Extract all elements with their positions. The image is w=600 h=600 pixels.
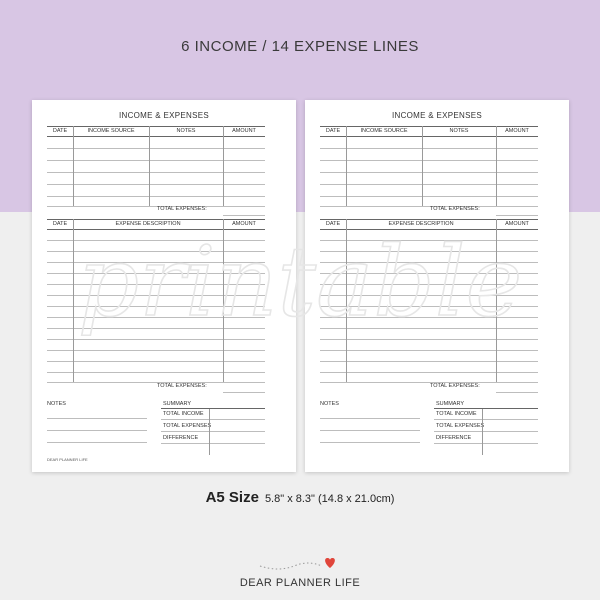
table-row[interactable] <box>47 184 265 185</box>
product-headline: 6 INCOME / 14 EXPENSE LINES <box>181 38 419 55</box>
income-total-label: TOTAL EXPENSES: <box>157 206 207 212</box>
notes-line[interactable] <box>47 442 147 443</box>
summary-header-rule <box>161 408 265 409</box>
notes-label: NOTES <box>47 401 66 407</box>
expense-total-label: TOTAL EXPENSES: <box>157 383 207 389</box>
summary-label: SUMMARY <box>163 401 192 407</box>
header-notes: NOTES <box>176 128 196 134</box>
summary-line[interactable] <box>161 419 265 420</box>
summary-line[interactable] <box>434 443 538 444</box>
table-row[interactable] <box>320 372 538 373</box>
table-row[interactable] <box>47 172 265 173</box>
table-row[interactable] <box>47 206 265 207</box>
page-footer-brand: DEAR PLANNER LIFE <box>47 457 88 462</box>
header-date: DATE <box>325 221 341 227</box>
summary-header-rule <box>434 408 538 409</box>
table-row[interactable] <box>320 172 538 173</box>
notes-line[interactable] <box>320 430 420 431</box>
summary-total-income: TOTAL INCOME <box>436 411 477 417</box>
summary-label: SUMMARY <box>436 401 465 407</box>
header-amount: AMOUNT <box>505 128 529 134</box>
page-title: INCOME & EXPENSES <box>391 111 482 120</box>
header-expense-description: EXPENSE DESCRIPTION <box>115 221 181 227</box>
size-info <box>0 489 600 507</box>
size-label: A5 Size <box>205 489 259 506</box>
column-divider <box>422 126 423 206</box>
watermark-text: printable <box>77 226 523 338</box>
notes-line[interactable] <box>47 418 147 419</box>
header-date: DATE <box>52 128 68 134</box>
column-divider <box>73 126 74 206</box>
page-title: INCOME & EXPENSES <box>118 111 209 120</box>
income-table-header <box>320 126 538 137</box>
header-date: DATE <box>325 128 341 134</box>
header-notes: NOTES <box>449 128 469 134</box>
table-row[interactable] <box>320 184 538 185</box>
income-total-label: TOTAL EXPENSES: <box>430 206 480 212</box>
summary-divider <box>482 409 483 455</box>
header-expense-description: EXPENSE DESCRIPTION <box>388 221 454 227</box>
column-divider <box>346 126 347 206</box>
table-row[interactable] <box>47 196 265 197</box>
table-row[interactable] <box>320 196 538 197</box>
expense-total-field[interactable] <box>496 392 538 393</box>
summary-line[interactable] <box>434 431 538 432</box>
table-row[interactable] <box>47 361 265 362</box>
notes-label: NOTES <box>320 401 339 407</box>
table-row[interactable] <box>47 148 265 149</box>
watermark <box>40 215 560 355</box>
column-divider <box>496 126 497 206</box>
table-row[interactable] <box>47 372 265 373</box>
column-divider <box>149 126 150 206</box>
table-row[interactable] <box>320 206 538 207</box>
table-row[interactable] <box>320 361 538 362</box>
summary-difference: DIFFERENCE <box>436 435 472 441</box>
header-amount: AMOUNT <box>232 221 256 227</box>
summary-line[interactable] <box>161 431 265 432</box>
column-divider <box>223 126 224 206</box>
notes-line[interactable] <box>320 418 420 419</box>
table-row[interactable] <box>47 382 265 383</box>
notes-line[interactable] <box>47 430 147 431</box>
expense-total-label: TOTAL EXPENSES: <box>430 383 480 389</box>
table-row[interactable] <box>320 148 538 149</box>
table-row[interactable] <box>320 382 538 383</box>
header-amount: AMOUNT <box>505 221 529 227</box>
heart-icon <box>258 552 338 574</box>
header-income-source: INCOME SOURCE <box>360 128 408 134</box>
summary-total-expenses: TOTAL EXPENSES <box>163 423 212 429</box>
summary-difference: DIFFERENCE <box>163 435 199 441</box>
summary-total-expenses: TOTAL EXPENSES <box>436 423 485 429</box>
header-amount: AMOUNT <box>232 128 256 134</box>
size-dimensions: 5.8" x 8.3" (14.8 x 21.0cm) <box>264 493 395 505</box>
table-row[interactable] <box>320 160 538 161</box>
income-table-header <box>47 126 265 137</box>
table-row[interactable] <box>47 160 265 161</box>
summary-divider <box>209 409 210 455</box>
header-date: DATE <box>52 221 68 227</box>
summary-line[interactable] <box>161 443 265 444</box>
header-income-source: INCOME SOURCE <box>87 128 135 134</box>
brand-name: DEAR PLANNER LIFE <box>239 577 361 589</box>
expense-total-field[interactable] <box>223 392 265 393</box>
summary-line[interactable] <box>434 419 538 420</box>
notes-line[interactable] <box>320 442 420 443</box>
summary-total-income: TOTAL INCOME <box>163 411 204 417</box>
